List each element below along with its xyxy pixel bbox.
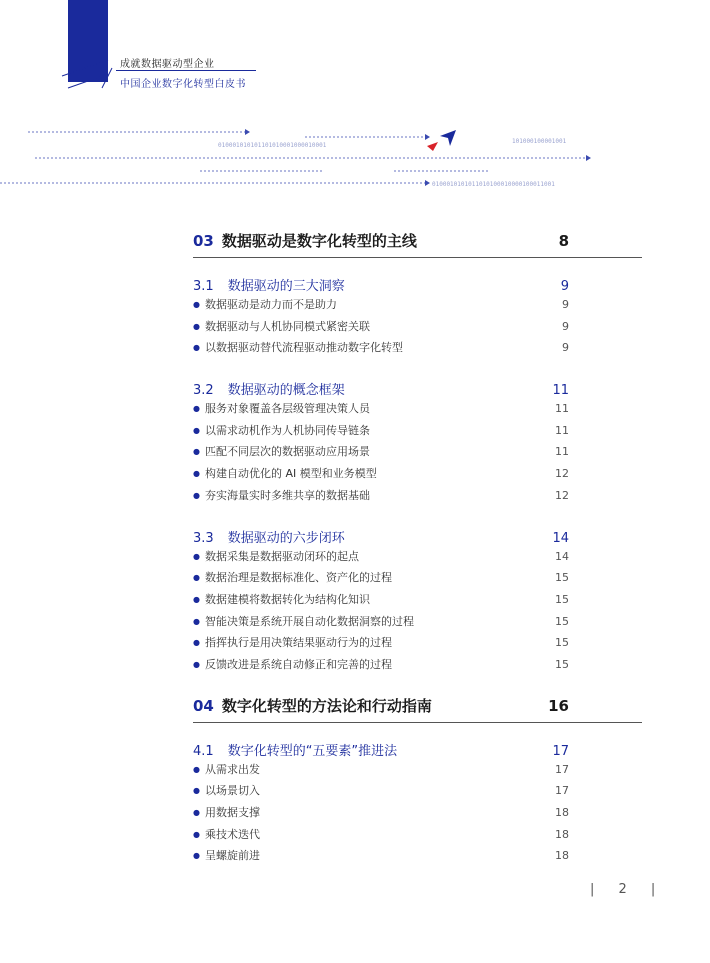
table-of-contents	[193, 230, 642, 867]
item-label: ● 数据建模将数据转化为结构化知识	[193, 589, 370, 612]
header-divider	[116, 70, 256, 71]
binary-text-3: 0100010101011010100010000100011001	[432, 181, 555, 188]
chapter-number: 04	[193, 696, 214, 715]
toc-section[interactable]	[193, 275, 642, 294]
item-page: 15	[555, 614, 569, 628]
item-label: ● 从需求出发	[193, 759, 260, 782]
item-label: ● 智能决策是系统开展自动化数据洞察的过程	[193, 611, 414, 634]
toc-item[interactable]	[193, 546, 642, 568]
toc-chapter[interactable]	[193, 230, 642, 258]
item-page: 14	[555, 549, 569, 563]
item-label: ● 反馈改进是系统自动修正和完善的过程	[193, 654, 392, 677]
chapter-page: 8	[558, 232, 569, 250]
item-label: ● 夯实海量实时多维共享的数据基础	[193, 485, 370, 508]
chapter-heading	[193, 230, 417, 251]
item-page: 12	[555, 467, 569, 481]
item-page: 18	[555, 806, 569, 819]
item-page: 15	[555, 571, 569, 585]
item-page: 15	[555, 592, 569, 606]
item-page: 17	[555, 784, 569, 798]
section-page: 17	[552, 743, 569, 759]
binary-text-2: 101000100001001	[512, 138, 567, 145]
item-page: 9	[562, 298, 569, 311]
item-label: ● 匹配不同层次的数据驱动应用场景	[193, 441, 370, 464]
item-label: ● 数据驱动与人机协同模式紧密关联	[193, 316, 370, 339]
chapter-title: 数字化转型的方法论和行动指南	[221, 696, 432, 715]
toc-item[interactable]	[193, 611, 642, 633]
toc-item[interactable]	[193, 398, 642, 420]
section-heading	[193, 740, 397, 759]
item-page: 9	[562, 341, 569, 355]
toc-item[interactable]	[193, 780, 642, 802]
section-number: 3.3	[193, 530, 214, 546]
toc-item[interactable]	[193, 802, 642, 824]
item-label: ● 构建自动优化的 AI 模型和业务模型	[193, 463, 377, 486]
section-heading	[193, 527, 345, 546]
item-label: ● 数据采集是数据驱动闭环的起点	[193, 546, 359, 569]
item-label: ● 指挥执行是用决策结果驱动行为的过程	[193, 632, 392, 655]
toc-item[interactable]	[193, 632, 642, 654]
section-page: 9	[560, 279, 569, 294]
header-subtitle: 中国企业数字化转型白皮书	[120, 79, 246, 90]
toc-section[interactable]	[193, 527, 642, 546]
toc-item[interactable]	[193, 824, 642, 846]
toc-item[interactable]	[193, 294, 642, 316]
item-page: 17	[555, 762, 569, 776]
toc-item[interactable]	[193, 589, 642, 611]
toc-item[interactable]	[193, 337, 642, 359]
item-label: ● 以场景切入	[193, 780, 260, 803]
item-label: ● 呈螺旋前进	[193, 845, 260, 868]
toc-item[interactable]	[193, 759, 642, 781]
toc-item[interactable]	[193, 441, 642, 463]
section-page: 11	[552, 383, 569, 399]
section-number: 3.1	[193, 279, 214, 294]
toc-item[interactable]	[193, 567, 642, 589]
item-page: 18	[555, 827, 569, 841]
chapter-heading	[193, 695, 432, 716]
decorative-data-stream	[0, 118, 710, 198]
item-label: ● 以需求动机作为人机协同传导链条	[193, 420, 370, 443]
binary-text-1: 010001010101101010001000010001	[218, 142, 327, 149]
item-page: 11	[555, 423, 569, 437]
toc-item[interactable]	[193, 845, 642, 867]
toc-item[interactable]	[193, 463, 642, 485]
toc-section[interactable]	[193, 740, 642, 759]
chapter-number: 03	[193, 232, 214, 250]
toc-item[interactable]	[193, 316, 642, 338]
item-page: 15	[555, 657, 569, 671]
section-title: 数据驱动的三大洞察	[227, 279, 345, 294]
item-page: 18	[555, 849, 569, 863]
section-heading	[193, 275, 345, 294]
page-number: | 2 |	[590, 882, 666, 897]
item-page: 12	[555, 488, 569, 502]
section-title: 数字化转型的“五要素”推进法	[227, 743, 398, 759]
chapter-title: 数据驱动是数字化转型的主线	[221, 232, 417, 250]
item-label: ● 服务对象覆盖各层级管理决策人员	[193, 398, 370, 421]
item-label: ● 乘技术迭代	[193, 824, 260, 847]
item-page: 11	[555, 445, 569, 459]
section-title: 数据驱动的概念框架	[227, 383, 345, 399]
item-label: ● 数据治理是数据标准化、资产化的过程	[193, 567, 392, 590]
section-page: 14	[552, 530, 569, 546]
item-label: ● 用数据支撑	[193, 802, 260, 825]
section-number: 3.2	[193, 383, 214, 399]
toc-section[interactable]	[193, 379, 642, 398]
chapter-page: 16	[548, 696, 569, 715]
item-page: 15	[555, 636, 569, 650]
section-number: 4.1	[193, 743, 214, 759]
toc-item[interactable]	[193, 485, 642, 507]
header-title: 成就数据驱动型企业	[120, 59, 215, 70]
section-heading	[193, 379, 345, 398]
item-page: 11	[555, 402, 569, 416]
item-page: 9	[562, 319, 569, 333]
toc-chapter[interactable]	[193, 695, 642, 723]
item-label: ● 以数据驱动替代流程驱动推动数字化转型	[193, 337, 403, 360]
item-label: ● 数据驱动是动力而不是助力	[193, 294, 337, 317]
toc-item[interactable]	[193, 420, 642, 442]
arrow-logo-icon	[427, 130, 456, 151]
section-title: 数据驱动的六步闭环	[227, 530, 345, 546]
toc-item[interactable]	[193, 654, 642, 676]
